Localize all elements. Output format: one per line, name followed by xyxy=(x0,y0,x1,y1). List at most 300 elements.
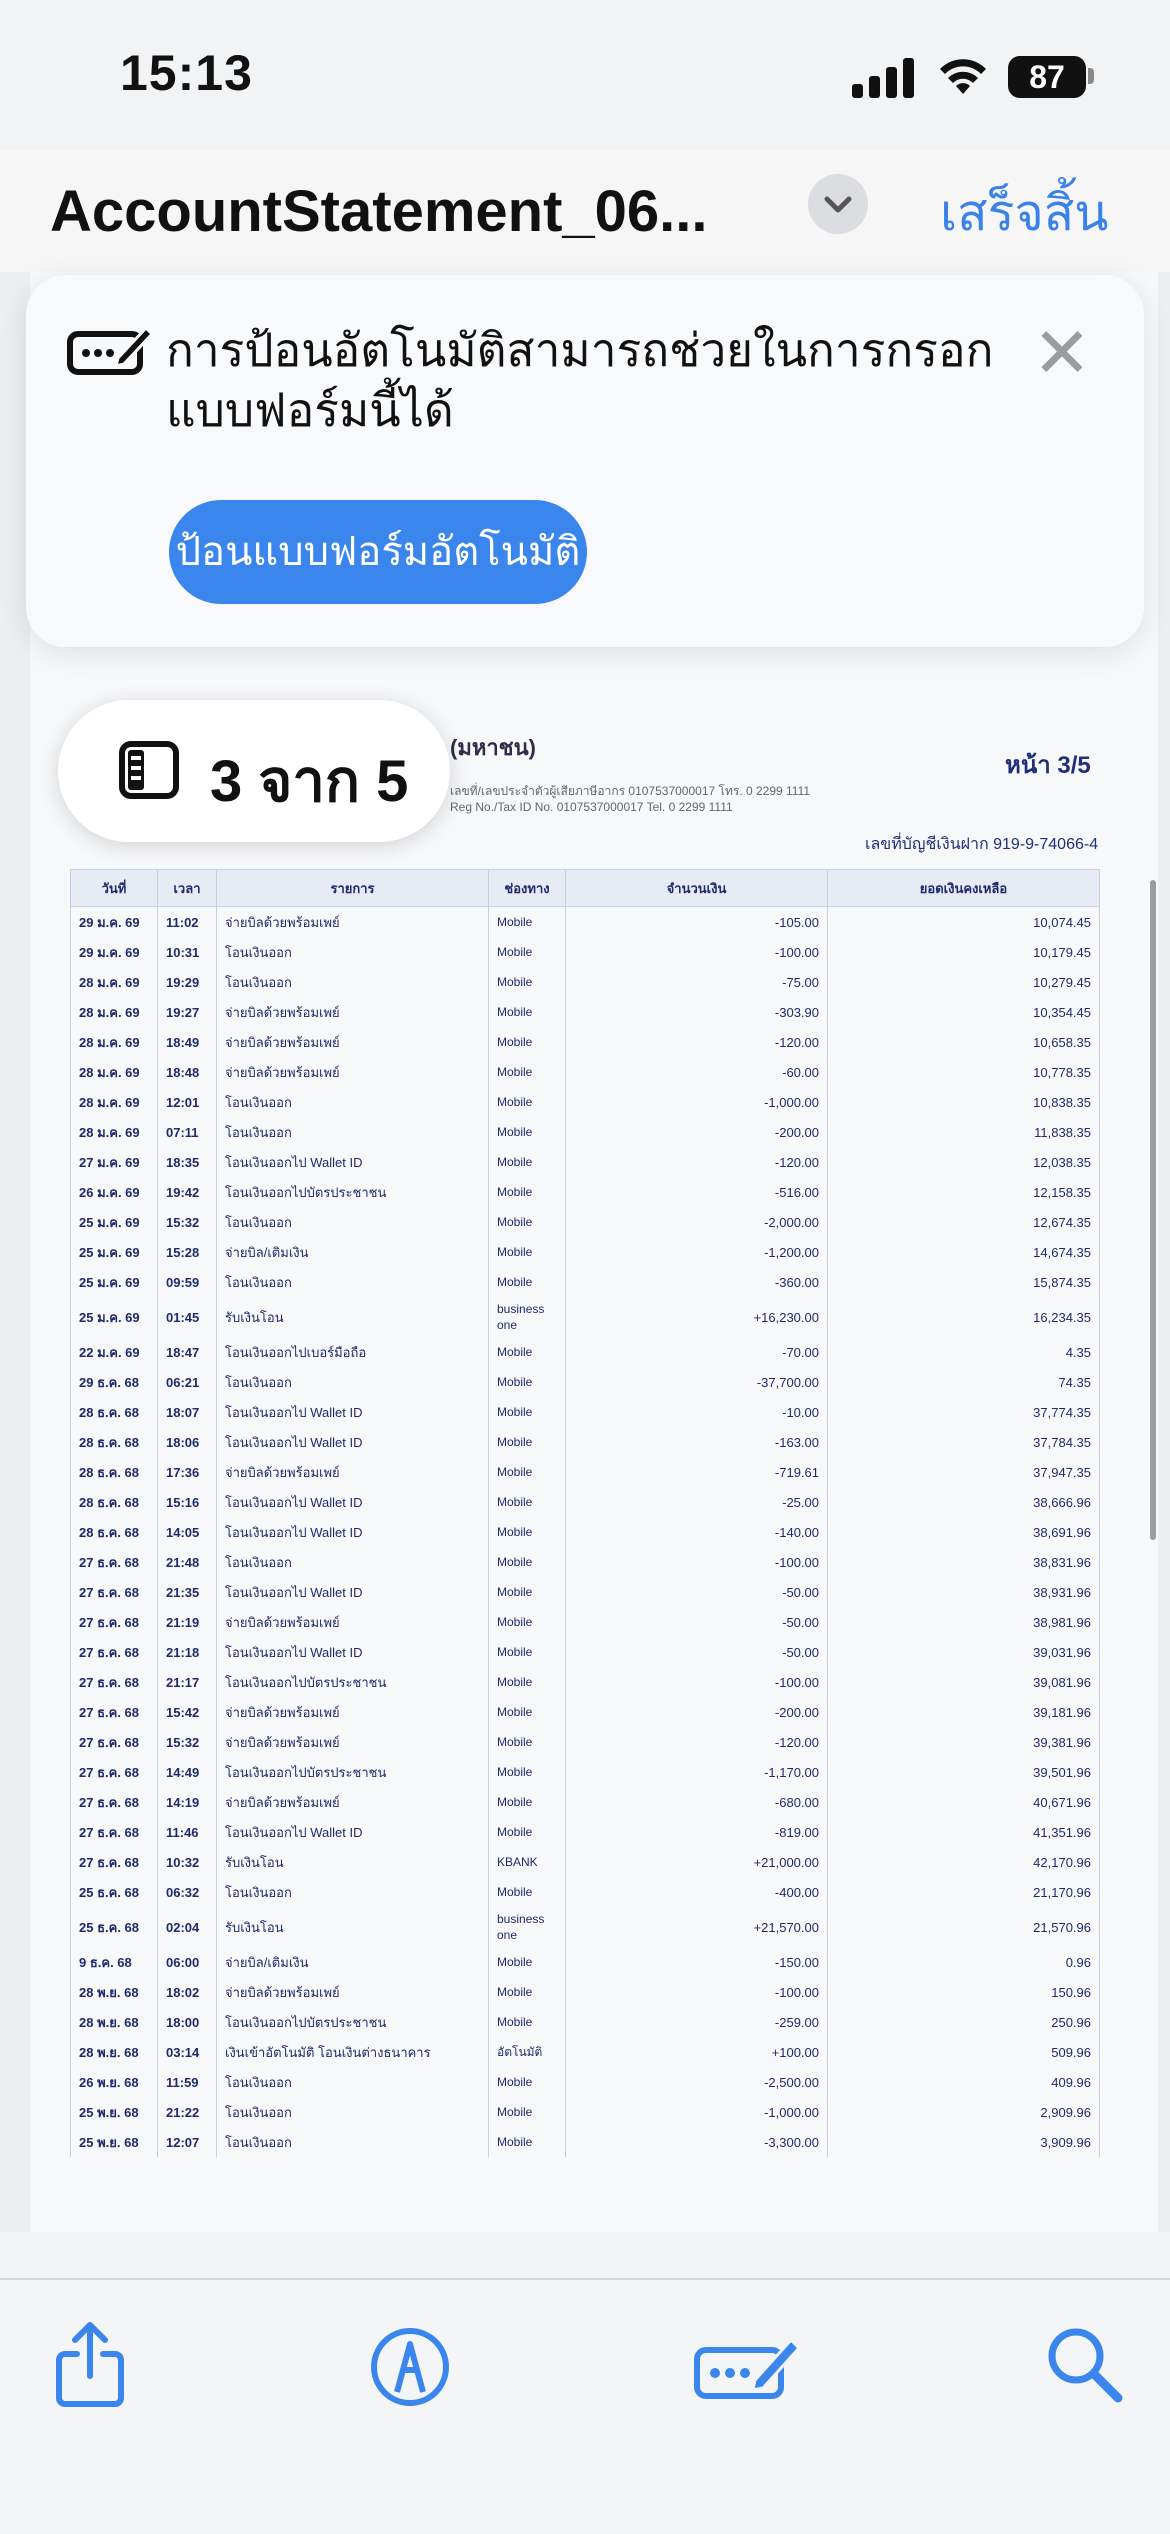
cell-date: 27 ธ.ค. 68 xyxy=(71,1607,158,1637)
cell-channel: Mobile xyxy=(489,2127,566,2157)
cell-balance: 42,170.96 xyxy=(828,1847,1100,1877)
cell-time: 19:42 xyxy=(158,1177,217,1207)
cell-balance: 2,909.96 xyxy=(828,2097,1100,2127)
cell-description: จ่ายบิลด้วยพร้อมเพย์ xyxy=(217,1727,489,1757)
cell-time: 15:16 xyxy=(158,1487,217,1517)
cell-balance: 21,570.96 xyxy=(828,1907,1100,1947)
cell-balance: 509.96 xyxy=(828,2037,1100,2067)
cell-amount: +16,230.00 xyxy=(566,1297,828,1337)
cell-time: 06:21 xyxy=(158,1367,217,1397)
cell-description: จ่ายบิล/เติมเงิน xyxy=(217,1947,489,1977)
transactions-table xyxy=(70,869,1100,2157)
cell-amount: -1,200.00 xyxy=(566,1237,828,1267)
cell-time: 17:36 xyxy=(158,1457,217,1487)
cell-amount: -150.00 xyxy=(566,1947,828,1977)
cell-channel: Mobile xyxy=(489,1667,566,1697)
cell-description: โอนเงินออก xyxy=(217,1267,489,1297)
cell-date: 28 ธ.ค. 68 xyxy=(71,1427,158,1457)
cell-channel: Mobile xyxy=(489,1457,566,1487)
cell-balance: 409.96 xyxy=(828,2067,1100,2097)
cell-channel: อัตโนมัติ xyxy=(489,2037,566,2067)
cell-amount: -400.00 xyxy=(566,1877,828,1907)
cell-channel: Mobile xyxy=(489,1367,566,1397)
battery-level: 87 xyxy=(1008,56,1086,98)
share-icon[interactable] xyxy=(45,2320,135,2410)
cell-description: โอนเงินออกไป Wallet ID xyxy=(217,1817,489,1847)
cell-channel: Mobile xyxy=(489,2007,566,2037)
document-title[interactable]: AccountStatement_06... xyxy=(50,179,708,244)
cell-description: โอนเงินออก xyxy=(217,967,489,997)
cell-channel: KBANK xyxy=(489,1847,566,1877)
cell-date: 28 พ.ย. 68 xyxy=(71,2007,158,2037)
table-body xyxy=(71,907,1100,2158)
cell-amount: -70.00 xyxy=(566,1337,828,1367)
cell-balance: 250.96 xyxy=(828,2007,1100,2037)
table-row xyxy=(71,1947,1100,1977)
cell-channel: Mobile xyxy=(489,1337,566,1367)
cell-balance: 12,038.35 xyxy=(828,1147,1100,1177)
account-number: เลขที่บัญชีเงินฝาก 919-9-74066-4 xyxy=(865,836,1099,853)
close-icon[interactable]: ✕ xyxy=(1032,314,1092,392)
cell-time: 18:06 xyxy=(158,1427,217,1457)
table-row xyxy=(71,997,1100,1027)
navigation-bar xyxy=(0,150,1170,274)
cell-description: โอนเงินออก xyxy=(217,2127,489,2157)
cell-date: 28 ม.ค. 69 xyxy=(71,1027,158,1057)
col-balance: ยอดเงินคงเหลือ xyxy=(828,870,1100,907)
cell-balance: 38,691.96 xyxy=(828,1517,1100,1547)
cell-date: 28 ธ.ค. 68 xyxy=(71,1397,158,1427)
cell-amount: -10.00 xyxy=(566,1397,828,1427)
cell-description: จ่ายบิลด้วยพร้อมเพย์ xyxy=(217,1787,489,1817)
table-row xyxy=(71,1367,1100,1397)
cell-amount: -105.00 xyxy=(566,907,828,938)
cell-balance: 10,279.45 xyxy=(828,967,1100,997)
cell-amount: -120.00 xyxy=(566,1027,828,1057)
cell-date: 27 ธ.ค. 68 xyxy=(71,1817,158,1847)
cell-amount: +21,000.00 xyxy=(566,1847,828,1877)
cell-description: โอนเงินออกไปบัตรประชาชน xyxy=(217,1757,489,1787)
table-row xyxy=(71,1577,1100,1607)
table-header-row xyxy=(71,870,1100,907)
table-row xyxy=(71,1267,1100,1297)
cell-balance: 10,074.45 xyxy=(828,907,1100,938)
cell-time: 21:35 xyxy=(158,1577,217,1607)
cell-amount: -100.00 xyxy=(566,937,828,967)
cell-amount: -303.90 xyxy=(566,997,828,1027)
cell-date: 27 ธ.ค. 68 xyxy=(71,1667,158,1697)
cell-channel: Mobile xyxy=(489,1057,566,1087)
table-row xyxy=(71,1027,1100,1057)
cell-date: 28 ม.ค. 69 xyxy=(71,1057,158,1087)
cell-amount: -680.00 xyxy=(566,1787,828,1817)
cell-amount: -37,700.00 xyxy=(566,1367,828,1397)
cell-time: 18:00 xyxy=(158,2007,217,2037)
cell-date: 27 ธ.ค. 68 xyxy=(71,1697,158,1727)
cell-channel: Mobile xyxy=(489,1977,566,2007)
cell-time: 15:28 xyxy=(158,1237,217,1267)
table-row xyxy=(71,1337,1100,1367)
cell-channel: Mobile xyxy=(489,937,566,967)
page-label: หน้า 3/5 xyxy=(1005,752,1091,779)
cell-channel: Mobile xyxy=(489,1117,566,1147)
cell-time: 11:46 xyxy=(158,1817,217,1847)
cell-description: โอนเงินออก xyxy=(217,1117,489,1147)
cell-amount: -1,170.00 xyxy=(566,1757,828,1787)
cell-date: 28 พ.ย. 68 xyxy=(71,1977,158,2007)
cell-description: รับเงินโอน xyxy=(217,1297,489,1337)
autofill-form-icon xyxy=(66,320,156,380)
cell-channel: Mobile xyxy=(489,1487,566,1517)
cell-balance: 10,778.35 xyxy=(828,1057,1100,1087)
cell-time: 12:01 xyxy=(158,1087,217,1117)
cell-date: 28 ม.ค. 69 xyxy=(71,997,158,1027)
cell-amount: -1,000.00 xyxy=(566,2097,828,2127)
cell-date: 27 ธ.ค. 68 xyxy=(71,1547,158,1577)
cell-channel: Mobile xyxy=(489,1607,566,1637)
cell-description: โอนเงินออก xyxy=(217,937,489,967)
cell-description: จ่ายบิลด้วยพร้อมเพย์ xyxy=(217,1607,489,1637)
cell-description: เงินเข้าอัตโนมัติ โอนเงินต่างธนาคาร xyxy=(217,2037,489,2067)
cell-amount: -360.00 xyxy=(566,1267,828,1297)
cell-balance: 41,351.96 xyxy=(828,1817,1100,1847)
cell-time: 18:49 xyxy=(158,1027,217,1057)
table-row xyxy=(71,967,1100,997)
table-row xyxy=(71,1877,1100,1907)
cell-balance: 40,671.96 xyxy=(828,1787,1100,1817)
cell-amount: -200.00 xyxy=(566,1117,828,1147)
cell-balance: 39,031.96 xyxy=(828,1637,1100,1667)
cell-channel: Mobile xyxy=(489,1577,566,1607)
table-row xyxy=(71,1207,1100,1237)
cell-balance: 38,831.96 xyxy=(828,1547,1100,1577)
cell-date: 26 ม.ค. 69 xyxy=(71,1177,158,1207)
cell-date: 25 พ.ย. 68 xyxy=(71,2097,158,2127)
cell-date: 28 พ.ย. 68 xyxy=(71,2037,158,2067)
cell-date: 27 ธ.ค. 68 xyxy=(71,1787,158,1817)
cell-description: จ่ายบิลด้วยพร้อมเพย์ xyxy=(217,907,489,938)
table-row xyxy=(71,1637,1100,1667)
cell-time: 11:02 xyxy=(158,907,217,938)
cell-channel: Mobile xyxy=(489,1947,566,1977)
cell-amount: -100.00 xyxy=(566,1667,828,1697)
col-amount: จำนวนเงิน xyxy=(566,870,828,907)
cell-description: โอนเงินออก xyxy=(217,2067,489,2097)
cell-time: 11:59 xyxy=(158,2067,217,2097)
cell-date: 26 พ.ย. 68 xyxy=(71,2067,158,2097)
cell-amount: -100.00 xyxy=(566,1977,828,2007)
cell-date: 25 ม.ค. 69 xyxy=(71,1237,158,1267)
cell-balance: 150.96 xyxy=(828,1977,1100,2007)
cell-date: 25 พ.ย. 68 xyxy=(71,2127,158,2157)
page-indicator-text: 3 จาก 5 xyxy=(210,749,409,814)
autofill-banner xyxy=(26,275,1144,647)
cell-amount: -1,000.00 xyxy=(566,1087,828,1117)
cell-balance: 3,909.96 xyxy=(828,2127,1100,2157)
cell-time: 18:02 xyxy=(158,1977,217,2007)
cell-time: 01:45 xyxy=(158,1297,217,1337)
cell-channel: Mobile xyxy=(489,907,566,938)
cellular-signal-icon xyxy=(852,56,914,98)
cell-amount: -819.00 xyxy=(566,1817,828,1847)
cell-date: 28 ม.ค. 69 xyxy=(71,1117,158,1147)
cell-channel: Mobile xyxy=(489,1427,566,1457)
cell-time: 09:59 xyxy=(158,1267,217,1297)
cell-balance: 37,774.35 xyxy=(828,1397,1100,1427)
cell-time: 14:19 xyxy=(158,1787,217,1817)
cell-channel: Mobile xyxy=(489,1697,566,1727)
cell-date: 25 ม.ค. 69 xyxy=(71,1207,158,1237)
cell-balance: 37,784.35 xyxy=(828,1427,1100,1457)
table-row xyxy=(71,1757,1100,1787)
markup-icon[interactable] xyxy=(365,2320,455,2410)
cell-amount: -140.00 xyxy=(566,1517,828,1547)
cell-balance: 16,234.35 xyxy=(828,1297,1100,1337)
table-row xyxy=(71,1787,1100,1817)
bottom-toolbar xyxy=(0,2278,1170,2534)
cell-balance: 38,981.96 xyxy=(828,1607,1100,1637)
cell-channel: Mobile xyxy=(489,1177,566,1207)
cell-channel: Mobile xyxy=(489,1147,566,1177)
cell-description: โอนเงินออกไปบัตรประชาชน xyxy=(217,1667,489,1697)
cell-time: 06:00 xyxy=(158,1947,217,1977)
cell-balance: 39,501.96 xyxy=(828,1757,1100,1787)
table-row xyxy=(71,1697,1100,1727)
cell-time: 21:19 xyxy=(158,1607,217,1637)
cell-amount: +21,570.00 xyxy=(566,1907,828,1947)
cell-amount: -2,500.00 xyxy=(566,2067,828,2097)
col-description: รายการ xyxy=(217,870,489,907)
cell-date: 27 ธ.ค. 68 xyxy=(71,1637,158,1667)
cell-time: 06:32 xyxy=(158,1877,217,1907)
table-row xyxy=(71,1727,1100,1757)
cell-time: 19:29 xyxy=(158,967,217,997)
autofill-form-button[interactable]: ป้อนแบบฟอร์มอัตโนมัติ xyxy=(169,500,587,604)
cell-amount: -163.00 xyxy=(566,1427,828,1457)
cell-date: 27 ธ.ค. 68 xyxy=(71,1727,158,1757)
col-time: เวลา xyxy=(158,870,217,907)
cell-description: โอนเงินออก xyxy=(217,1547,489,1577)
cell-date: 25 ธ.ค. 68 xyxy=(71,1907,158,1947)
cell-balance: 4.35 xyxy=(828,1337,1100,1367)
cell-amount: -3,300.00 xyxy=(566,2127,828,2157)
table-row xyxy=(71,2067,1100,2097)
cell-description: โอนเงินออก xyxy=(217,2097,489,2127)
status-time: 15:13 xyxy=(120,45,253,101)
cell-channel: Mobile xyxy=(489,2067,566,2097)
table-row xyxy=(71,1907,1100,1947)
cell-balance: 21,170.96 xyxy=(828,1877,1100,1907)
table-row xyxy=(71,2037,1100,2067)
cell-channel: Mobile xyxy=(489,2097,566,2127)
cell-balance: 38,666.96 xyxy=(828,1487,1100,1517)
cell-description: รับเงินโอน xyxy=(217,1847,489,1877)
status-bar xyxy=(0,0,1170,150)
cell-channel: Mobile xyxy=(489,1397,566,1427)
cell-amount: -516.00 xyxy=(566,1177,828,1207)
cell-time: 10:31 xyxy=(158,937,217,967)
cell-amount: -120.00 xyxy=(566,1147,828,1177)
cell-channel: business one xyxy=(489,1907,566,1947)
cell-date: 28 ธ.ค. 68 xyxy=(71,1517,158,1547)
cell-time: 21:17 xyxy=(158,1667,217,1697)
cell-description: โอนเงินออกไป Wallet ID xyxy=(217,1147,489,1177)
cell-amount: -50.00 xyxy=(566,1607,828,1637)
table-row xyxy=(71,1297,1100,1337)
cell-time: 12:07 xyxy=(158,2127,217,2157)
cell-date: 27 ธ.ค. 68 xyxy=(71,1757,158,1787)
cell-time: 21:22 xyxy=(158,2097,217,2127)
cell-channel: Mobile xyxy=(489,1547,566,1577)
table-row xyxy=(71,1457,1100,1487)
cell-channel: Mobile xyxy=(489,1237,566,1267)
cell-balance: 12,674.35 xyxy=(828,1207,1100,1237)
cell-amount: -25.00 xyxy=(566,1487,828,1517)
cell-description: โอนเงินออกไป Wallet ID xyxy=(217,1487,489,1517)
cell-time: 21:48 xyxy=(158,1547,217,1577)
cell-channel: Mobile xyxy=(489,1637,566,1667)
table-row xyxy=(71,1237,1100,1267)
cell-amount: -120.00 xyxy=(566,1727,828,1757)
cell-description: โอนเงินออกไป Wallet ID xyxy=(217,1427,489,1457)
title-menu-button[interactable] xyxy=(808,174,868,234)
cell-channel: Mobile xyxy=(489,1087,566,1117)
table-row xyxy=(71,1977,1100,2007)
cell-amount: -100.00 xyxy=(566,1547,828,1577)
cell-description: โอนเงินออก xyxy=(217,1877,489,1907)
cell-channel: Mobile xyxy=(489,1727,566,1757)
sidebar-icon xyxy=(118,740,180,800)
cell-date: 25 ม.ค. 69 xyxy=(71,1297,158,1337)
cell-amount: -259.00 xyxy=(566,2007,828,2037)
cell-description: โอนเงินออกไป Wallet ID xyxy=(217,1517,489,1547)
cell-date: 25 ม.ค. 69 xyxy=(71,1267,158,1297)
cell-balance: 39,381.96 xyxy=(828,1727,1100,1757)
cell-channel: business one xyxy=(489,1297,566,1337)
page-indicator[interactable] xyxy=(58,700,450,842)
cell-description: จ่ายบิล/เติมเงิน xyxy=(217,1237,489,1267)
cell-balance: 10,838.35 xyxy=(828,1087,1100,1117)
battery-icon xyxy=(1088,68,1094,84)
cell-date: 25 ธ.ค. 68 xyxy=(71,1877,158,1907)
cell-balance: 10,354.45 xyxy=(828,997,1100,1027)
table-row xyxy=(71,1147,1100,1177)
table-row xyxy=(71,1427,1100,1457)
cell-balance: 11,838.35 xyxy=(828,1117,1100,1147)
cell-description: จ่ายบิลด้วยพร้อมเพย์ xyxy=(217,997,489,1027)
tax-info-thai: เลขที่/เลขประจำตัวผู้เสียภาษีอากร 0107537000017 โทร. 0 2299 1111 xyxy=(450,784,811,798)
cell-description: โอนเงินออก xyxy=(217,1087,489,1117)
cell-time: 18:35 xyxy=(158,1147,217,1177)
cell-balance: 14,674.35 xyxy=(828,1237,1100,1267)
cell-time: 15:32 xyxy=(158,1727,217,1757)
autofill-message: การป้อนอัตโนมัติสามารถช่วยในการกรอกแบบฟอร์มนี้ได้ xyxy=(166,324,994,436)
table-row xyxy=(71,1397,1100,1427)
cell-time: 03:14 xyxy=(158,2037,217,2067)
table-row xyxy=(71,1817,1100,1847)
cell-time: 07:11 xyxy=(158,1117,217,1147)
col-channel: ช่องทาง xyxy=(489,870,566,907)
table-row xyxy=(71,1667,1100,1697)
table-row xyxy=(71,1607,1100,1637)
cell-description: จ่ายบิลด้วยพร้อมเพย์ xyxy=(217,1977,489,2007)
cell-date: 28 ธ.ค. 68 xyxy=(71,1457,158,1487)
cell-balance: 15,874.35 xyxy=(828,1267,1100,1297)
done-button[interactable]: เสร็จสิ้น xyxy=(940,185,1109,241)
cell-time: 18:07 xyxy=(158,1397,217,1427)
table-row xyxy=(71,1487,1100,1517)
cell-amount: -719.61 xyxy=(566,1457,828,1487)
cell-balance: 10,658.35 xyxy=(828,1027,1100,1057)
cell-date: 22 ม.ค. 69 xyxy=(71,1337,158,1367)
cell-balance: 12,158.35 xyxy=(828,1177,1100,1207)
vertical-scrollbar[interactable] xyxy=(1150,880,1156,1540)
cell-time: 02:04 xyxy=(158,1907,217,1947)
cell-description: โอนเงินออก xyxy=(217,1207,489,1237)
cell-description: จ่ายบิลด้วยพร้อมเพย์ xyxy=(217,1457,489,1487)
cell-channel: Mobile xyxy=(489,967,566,997)
cell-channel: Mobile xyxy=(489,1877,566,1907)
cell-time: 15:42 xyxy=(158,1697,217,1727)
table-row xyxy=(71,1117,1100,1147)
table-row xyxy=(71,1177,1100,1207)
bank-name: (มหาชน) xyxy=(450,735,536,760)
cell-channel: Mobile xyxy=(489,1267,566,1297)
cell-date: 9 ธ.ค. 68 xyxy=(71,1947,158,1977)
cell-date: 28 ม.ค. 69 xyxy=(71,967,158,997)
cell-date: 29 ม.ค. 69 xyxy=(71,937,158,967)
table-row xyxy=(71,2007,1100,2037)
cell-channel: Mobile xyxy=(489,997,566,1027)
table-row xyxy=(71,1517,1100,1547)
cell-balance: 74.35 xyxy=(828,1367,1100,1397)
wifi-icon xyxy=(937,50,989,98)
cell-description: จ่ายบิลด้วยพร้อมเพย์ xyxy=(217,1697,489,1727)
cell-time: 18:48 xyxy=(158,1057,217,1087)
cell-time: 19:27 xyxy=(158,997,217,1027)
cell-date: 29 ธ.ค. 68 xyxy=(71,1367,158,1397)
cell-channel: Mobile xyxy=(489,1817,566,1847)
search-icon[interactable] xyxy=(1040,2320,1130,2410)
chevron-down-icon xyxy=(808,174,868,234)
cell-date: 29 ม.ค. 69 xyxy=(71,907,158,938)
cell-date: 27 ธ.ค. 68 xyxy=(71,1847,158,1877)
cell-date: 27 ธ.ค. 68 xyxy=(71,1577,158,1607)
cell-channel: Mobile xyxy=(489,1207,566,1237)
cell-balance: 38,931.96 xyxy=(828,1577,1100,1607)
cell-time: 10:32 xyxy=(158,1847,217,1877)
table-row xyxy=(71,1547,1100,1577)
cell-amount: -50.00 xyxy=(566,1637,828,1667)
tax-info-english: Reg No./Tax ID No. 0107537000017 Tel. 0 2299 1111 xyxy=(450,800,733,814)
cell-description: โอนเงินออกไปบัตรประชาชน xyxy=(217,1177,489,1207)
cell-balance: 39,181.96 xyxy=(828,1697,1100,1727)
cell-date: 28 ม.ค. 69 xyxy=(71,1087,158,1117)
table-row xyxy=(71,2097,1100,2127)
cell-channel: Mobile xyxy=(489,1027,566,1057)
cell-channel: Mobile xyxy=(489,1757,566,1787)
cell-time: 14:05 xyxy=(158,1517,217,1547)
cell-description: โอนเงินออกไป Wallet ID xyxy=(217,1397,489,1427)
table-row xyxy=(71,1847,1100,1877)
cell-channel: Mobile xyxy=(489,1517,566,1547)
cell-description: จ่ายบิลด้วยพร้อมเพย์ xyxy=(217,1057,489,1087)
cell-amount: -60.00 xyxy=(566,1057,828,1087)
cell-amount: +100.00 xyxy=(566,2037,828,2067)
cell-description: จ่ายบิลด้วยพร้อมเพย์ xyxy=(217,1027,489,1057)
autofill-form-icon[interactable] xyxy=(693,2320,803,2410)
cell-amount: -50.00 xyxy=(566,1577,828,1607)
